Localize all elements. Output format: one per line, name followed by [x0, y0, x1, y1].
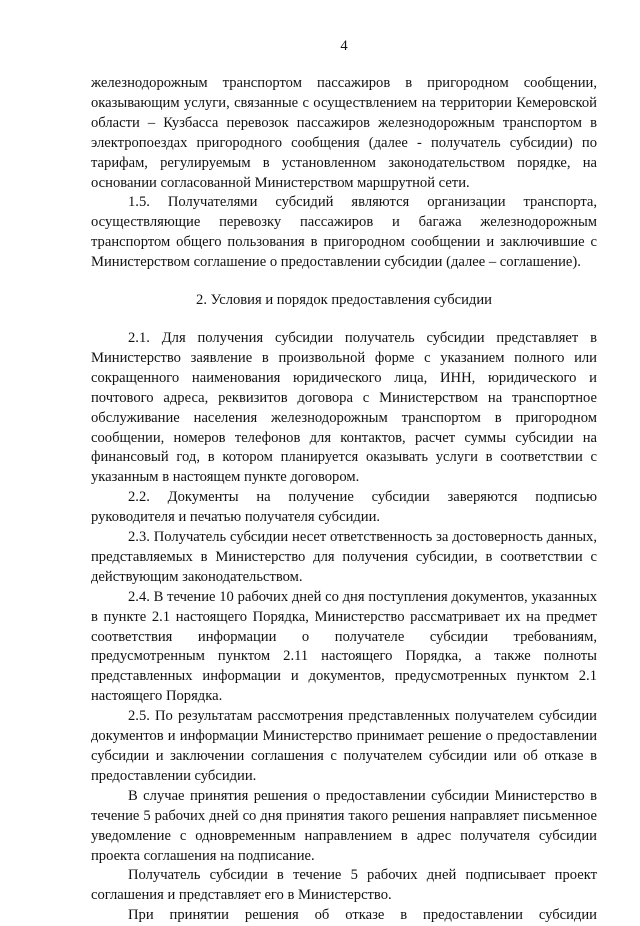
paragraph-grant-decision: В случае принятия решения о предоставлении субсидии Министерство в течение 5 рабочих дней со дня принятия такого решения направляет письменное уведомление с одновременным направлением в адрес получателя субсидии проекта соглашения на подписание. [91, 787, 597, 864]
section-heading: 2. Условия и порядок предоставления субсидии [196, 292, 492, 309]
paragraph-recipient-signs: Получатель субсидии в течение 5 рабочих дней подписывает проект соглашения и представляет его в Министерство. [91, 867, 597, 904]
intro-paragraph: железнодорожным транспортом пассажиров в пригородном сообщении, оказывающим услуги, связанные с осуществлением на территории Кемеровской области – Кузбасса перевозок пассажиров железнодорожным транспортом в электропоездах пригородного сообщения (далее - получатель субсидии) по тарифам, регулируемым в установленном законодательством порядке, на основании согласованной Министерством маршрутной сети. [91, 75, 597, 191]
clause-2-3: 2.3. Получатель субсидии несет ответственность за достоверность данных, представляемых в Министерство для получения субсидии, в соответствии с действующим законодательством. [91, 529, 597, 585]
clause-1-5: 1.5. Получателями субсидий являются организации транспорта, осуществляющие перевозку пассажиров и багажа железнодорожным транспортом общего пользования в пригородном сообщении и заключившие с Министерством соглашение о предоставлении субсидии (далее – соглашение). [91, 194, 597, 271]
clause-2-1: 2.1. Для получения субсидии получатель субсидии представляет в Министерство заявление в произвольной форме с указанием полного или сокращенного наименования юридического лица, ИНН, юридического и почтового адреса, реквизитов договора с Министерством на транспортное обслуживание населения железнодорожным транспортом в пригородном сообщении, номеров телефонов для контактов, расчет суммы субсидии на финансовый год, в котором планируется оказывать услуги в соответствии с указанным в настоящем пункте договором. [91, 329, 597, 486]
paragraph-refusal: При принятии решения об отказе в предоставлении субсидии [128, 907, 597, 924]
page-number: 4 [340, 38, 348, 54]
clause-2-4: 2.4. В течение 10 рабочих дней со дня поступления документов, указанных в пункте 2.1 настоящего Порядка, Министерство рассматривает их на предмет соответствия информации о получателе субсидии требованиям, предусмотренным пунктом 2.11 настоящего Порядка, а также полноты представленных информации и документов, предусмотренных пунктом 2.1 настоящего Порядка. [91, 588, 597, 705]
clause-2-5: 2.5. По результатам рассмотрения представленных получателем субсидии документов и информации Министерство принимает решение о предоставлении субсидии и заключении соглашения с получателем субсидии или об отказе в предоставлении субсидии. [91, 708, 597, 784]
clause-2-2: 2.2. Документы на получение субсидии заверяются подписью руководителя и печатью получателя субсидии. [91, 489, 597, 526]
